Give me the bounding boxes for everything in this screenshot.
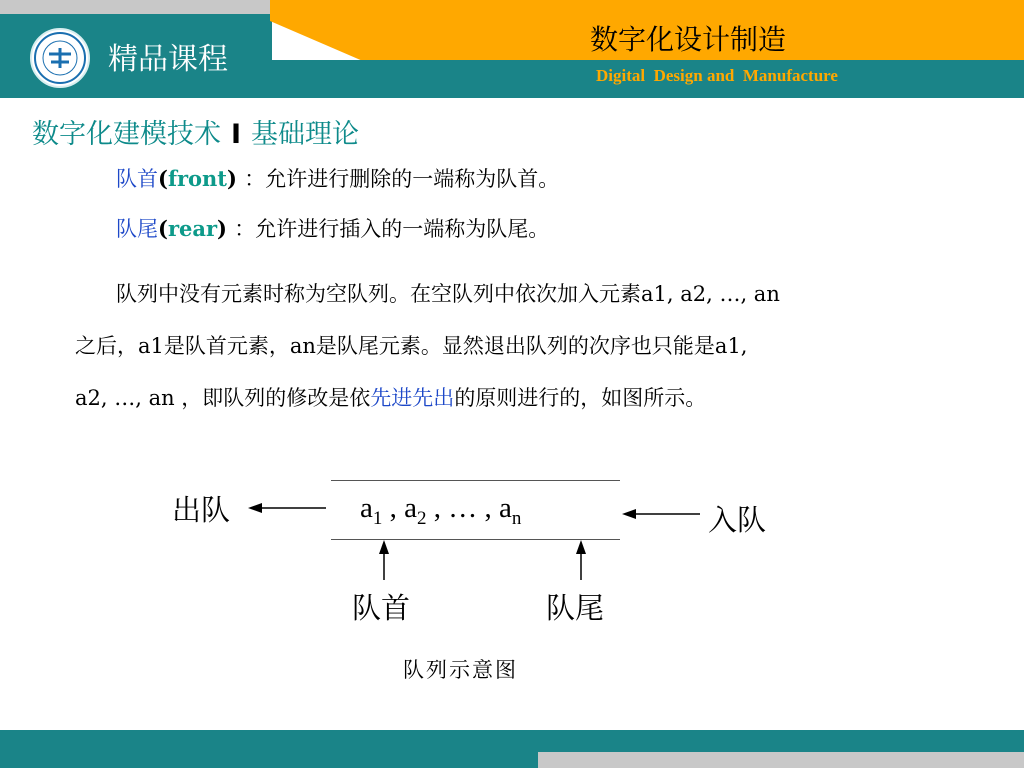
- front-label: 队首: [352, 591, 411, 625]
- section-title-sub: 基础理论: [251, 119, 360, 150]
- front-term: 队首: [116, 167, 158, 191]
- front-pointer-arrow-icon: [376, 540, 392, 584]
- dequeue-label: 出队: [172, 493, 231, 527]
- queue-element-n: $a_n$: [499, 492, 522, 529]
- fifo-highlight: 先进先出: [370, 386, 455, 410]
- footer-gray-bar: [538, 752, 1024, 768]
- footer-bar: [0, 730, 1024, 752]
- paragraph-line-3-post: 的原则进行的，如图所示。: [454, 386, 707, 410]
- front-description: ：允许进行删除的一端称为队首。: [244, 167, 560, 191]
- paragraph-line-1: 队列中没有元素时称为空队列。在空队列中依次加入元素a1, a2, …, an: [116, 282, 780, 306]
- paragraph-line-3-pre: a2, …, an ，即队列的修改是依: [75, 386, 371, 410]
- header-subtitle: Digital Design and Manufacture: [596, 66, 838, 85]
- enqueue-arrow-icon: [622, 506, 702, 526]
- queue-explanation-paragraph: [75, 268, 995, 424]
- rear-term: 队尾: [116, 217, 158, 241]
- front-english: front: [167, 166, 228, 191]
- paragraph-line-2: 之后，a1是队首元素，an是队尾元素。显然退出队列的次序也只能是a1,: [75, 334, 748, 358]
- rear-pointer-arrow-icon: [573, 540, 589, 584]
- dequeue-arrow-icon: [248, 500, 328, 520]
- queue-ellipsis: …: [448, 492, 478, 524]
- queue-element-1: $a_1$: [360, 492, 383, 529]
- queue-top-border: [331, 480, 620, 481]
- university-logo-icon: [30, 28, 90, 88]
- enqueue-label: 入队: [708, 503, 767, 537]
- rear-label: 队尾: [546, 591, 605, 625]
- section-title-main: 数字化建模技术: [32, 119, 221, 150]
- rear-english: rear: [167, 216, 218, 241]
- diagram-caption: 队列示意图: [403, 658, 518, 682]
- definition-front: 队首(front) ：允许进行删除的一端称为队首。: [116, 166, 560, 191]
- queue-elements: $a_1$ , $a_2$ , … , $a_n$: [360, 492, 522, 529]
- footer-bar-lower: [0, 752, 538, 768]
- definition-rear: 队尾(rear) ：允许进行插入的一端称为队尾。: [116, 216, 550, 241]
- header-top-gray-bar: [0, 0, 272, 14]
- rear-description: ：允许进行插入的一端称为队尾。: [234, 217, 550, 241]
- section-separator: I: [231, 119, 242, 150]
- queue-element-2: $a_2$: [404, 492, 427, 529]
- section-title: [32, 112, 359, 151]
- header-title: 数字化设计制造: [590, 23, 787, 56]
- course-label: 精品课程: [108, 42, 228, 77]
- paragraph-line-3: [75, 372, 995, 424]
